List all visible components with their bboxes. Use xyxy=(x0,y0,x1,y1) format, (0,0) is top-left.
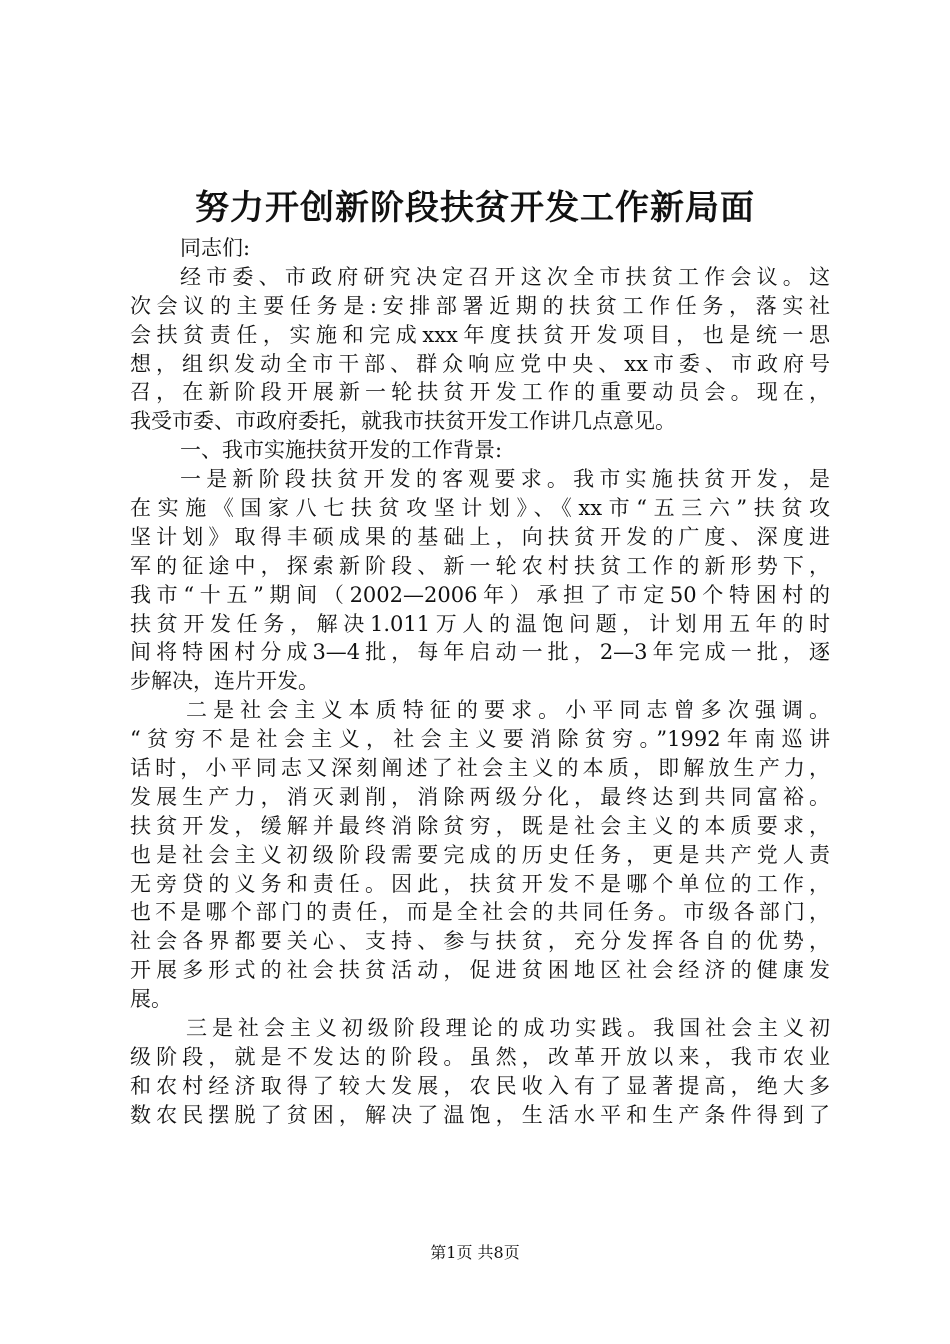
paragraph-line: 发展生产力，消灭剥削，消除两级分化，最终达到共同富裕。 xyxy=(130,784,830,809)
paragraph-line: 经市委、市政府研究决定召开这次全市扶贫工作会议。这 xyxy=(180,264,830,289)
document-body xyxy=(130,234,830,1130)
paragraph-line: 开展多形式的社会扶贫活动，促进贫困地区社会经济的健康发 xyxy=(130,958,830,983)
paragraph-line: 无旁贷的义务和责任。因此，扶贫开发不是哪个单位的工作， xyxy=(130,871,830,896)
paragraph-line: 一是新阶段扶贫开发的客观要求。我市实施扶贫开发，是 xyxy=(180,467,830,492)
paragraph-line: 话时，小平同志又深刻阐述了社会主义的本质，即解放生产力， xyxy=(130,756,830,781)
paragraph-line: 军的征途中，探索新阶段、新一轮农村扶贫工作的新形势下， xyxy=(130,553,830,578)
document-title: 努力开创新阶段扶贫开发工作新局面 xyxy=(195,188,755,228)
paragraph-line: 展。 xyxy=(130,987,172,1012)
paragraph-line: 社会各界都要关心、支持、参与扶贫，充分发挥各自的优势， xyxy=(130,929,830,954)
paragraph-line: 召，在新阶段开展新一轮扶贫开发工作的重要动员会。现在， xyxy=(130,380,830,405)
greeting-line: 同志们: xyxy=(180,236,251,260)
paragraph-line: 二是社会主义本质特征的要求。小平同志曾多次强调。 xyxy=(186,698,830,723)
paragraph-line: 次会议的主要任务是:安排部署近期的扶贫工作任务，落实社 xyxy=(130,293,830,318)
paragraph-line: 级阶段，就是不发达的阶段。虽然，改革开放以来，我市农业 xyxy=(130,1044,830,1069)
paragraph-line: 数农民摆脱了贫困，解决了温饱，生活水平和生产条件得到了 xyxy=(130,1102,830,1127)
paragraph-line: 和农村经济取得了较大发展，农民收入有了显著提高，绝大多 xyxy=(130,1073,830,1098)
paragraph-line: 扶贫开发任务，解决1.011万人的温饱问题，计划用五年的时 xyxy=(130,611,830,636)
paragraph-line: 想，组织发动全市干部、群众响应党中央、xx市委、市政府号 xyxy=(130,351,830,376)
section-heading: 一、我市实施扶贫开发的工作背景: xyxy=(180,438,503,463)
paragraph-line: 步解决，连片开发。 xyxy=(130,669,319,694)
paragraph-line: 扶贫开发，缓解并最终消除贫穷，既是社会主义的本质要求， xyxy=(130,813,830,838)
paragraph-line: 在实施《国家八七扶贫攻坚计划》、《xx市“五三六”扶贫攻 xyxy=(130,496,830,521)
paragraph-line: “贫穷不是社会主义，社会主义要消除贫穷。”1992年南巡讲 xyxy=(130,727,830,752)
paragraph-line: 间将特困村分成3—4批，每年启动一批，2—3年完成一批，逐 xyxy=(130,640,830,665)
paragraph-line: 我受市委、市政府委托，就我市扶贫开发工作讲几点意见。 xyxy=(130,409,676,434)
paragraph-line: 三是社会主义初级阶段理论的成功实践。我国社会主义初 xyxy=(186,1016,830,1041)
paragraph-line: 也不是哪个部门的责任，而是全社会的共同任务。市级各部门， xyxy=(130,900,830,925)
page-number-footer: 第1页 共8页 xyxy=(430,1243,520,1262)
paragraph-line: 坚计划》取得丰硕成果的基础上，向扶贫开发的广度、深度进 xyxy=(130,524,830,549)
paragraph-line: 会扶贫责任，实施和完成xxx年度扶贫开发项目，也是统一思 xyxy=(130,322,830,347)
paragraph-line: 我市“十五”期间（2002—2006年）承担了市定50个特困村的 xyxy=(130,582,830,607)
paragraph-line: 也是社会主义初级阶段需要完成的历史任务，更是共产党人责 xyxy=(130,842,830,867)
